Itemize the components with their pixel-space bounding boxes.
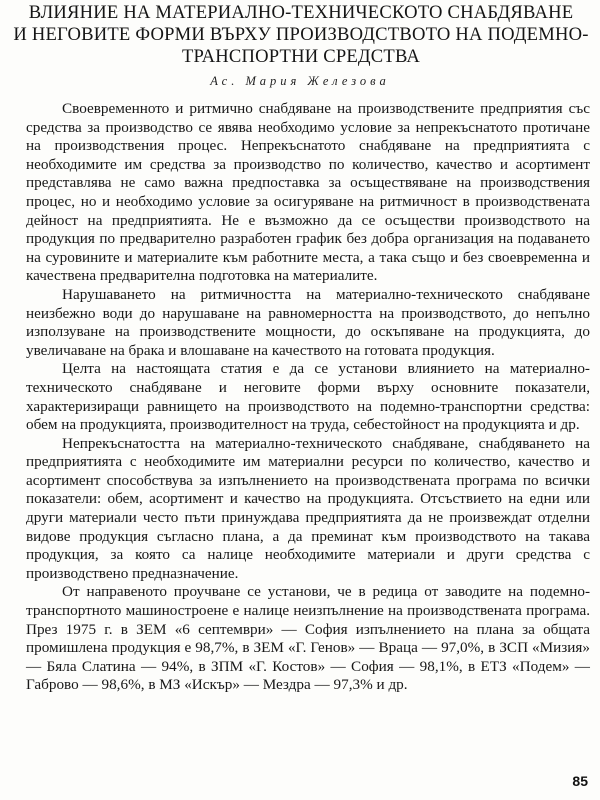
- page-number: 85: [572, 773, 588, 789]
- paragraph-2: Нарушаването на ритмичността на материално-техническото снабдяване неизбежно води до нарушаване на равномерността на производството, до непълно използуване на производствените мощности, до оскъпяване на продукцията, до увеличаване на брака и влошаване на качеството на готовата продукция.: [26, 285, 590, 359]
- paragraph-1: Своевременното и ритмично снабдяване на производствените предприятия със средства за производство се явява необходимо условие за непрекъснатото протичане на производствения процес. Непрекъснатото снабдяване на предприятията с необходимите им средства за производство по количество, качество и асортимент представлява не само важна предпоставка за осъществяване на производствения процес, но и необходимо условие за осигуряване на ритмичност в производствената дейност на предприятията. Не е възможно да се осъществи производството на продукция по предварително разработен график без добра организация на подаването на суровините и материалите към работните места, а така също и без своевременна и качествена предварителна подготовка на материалите.: [26, 100, 590, 285]
- paragraph-5: От направеното проучване се установи, че в редица от заводите на подемно-транспортното машиностроене е налице неизпълнение на производствената програма. През 1975 г. в ЗЕМ «6 септември» — София изпълнението на плана за общата промишлена продукция е 98,7%, в ЗЕМ «Г. Генов» — Враца — 97,0%, в ЗСП «Мизия» — Бяла Слатина — 94%, в ЗПМ «Г. Костов» — София — 98,1%, в ЕТЗ «Подем» — Габрово — 98,6%, в МЗ «Искър» — Мездра — 97,3% и др.: [26, 583, 590, 694]
- article-body: [26, 100, 590, 695]
- article-title-line-1: ВЛИЯНИЕ НА МАТЕРИАЛНО-ТЕХНИЧЕСКОТО СНАБДЯВАНЕ: [28, 2, 574, 23]
- paragraph-3: Целта на настоящата статия е да се установи влиянието на материално-техническото снабдяване и неговите форми върху основните показатели, характеризиращи равнището на производството на подемно-транспортни средства: обем на продукцията, производителност на труда, себестойност на продукцията и др.: [26, 360, 590, 434]
- article-title: [8, 2, 594, 68]
- paragraph-4: Непрекъснатостта на материално-техническото снабдяване, снабдяването на предприятията с необходимите им материални ресурси по количество, качество и асортимент способствува за изпълнението на производствената програма по всички показатели: обем, асортимент и качество на продукцията. Отсъствието на едни или други материали често пъти принуждава предприятията да не произвеждат отделни видове продукция съгласно плана, а да преминат към производството на такава продукция, за която са налице необходимите материали и други средства с производствено предназначение.: [26, 434, 590, 582]
- article-author: Ас. Мария Железова: [210, 74, 390, 88]
- article-title-line-2: И НЕГОВИТЕ ФОРМИ ВЪРХУ ПРОИЗВОДСТВОТО НА ПОДЕМНО-: [13, 24, 589, 45]
- article-title-line-3: ТРАНСПОРТНИ СРЕДСТВА: [181, 46, 421, 67]
